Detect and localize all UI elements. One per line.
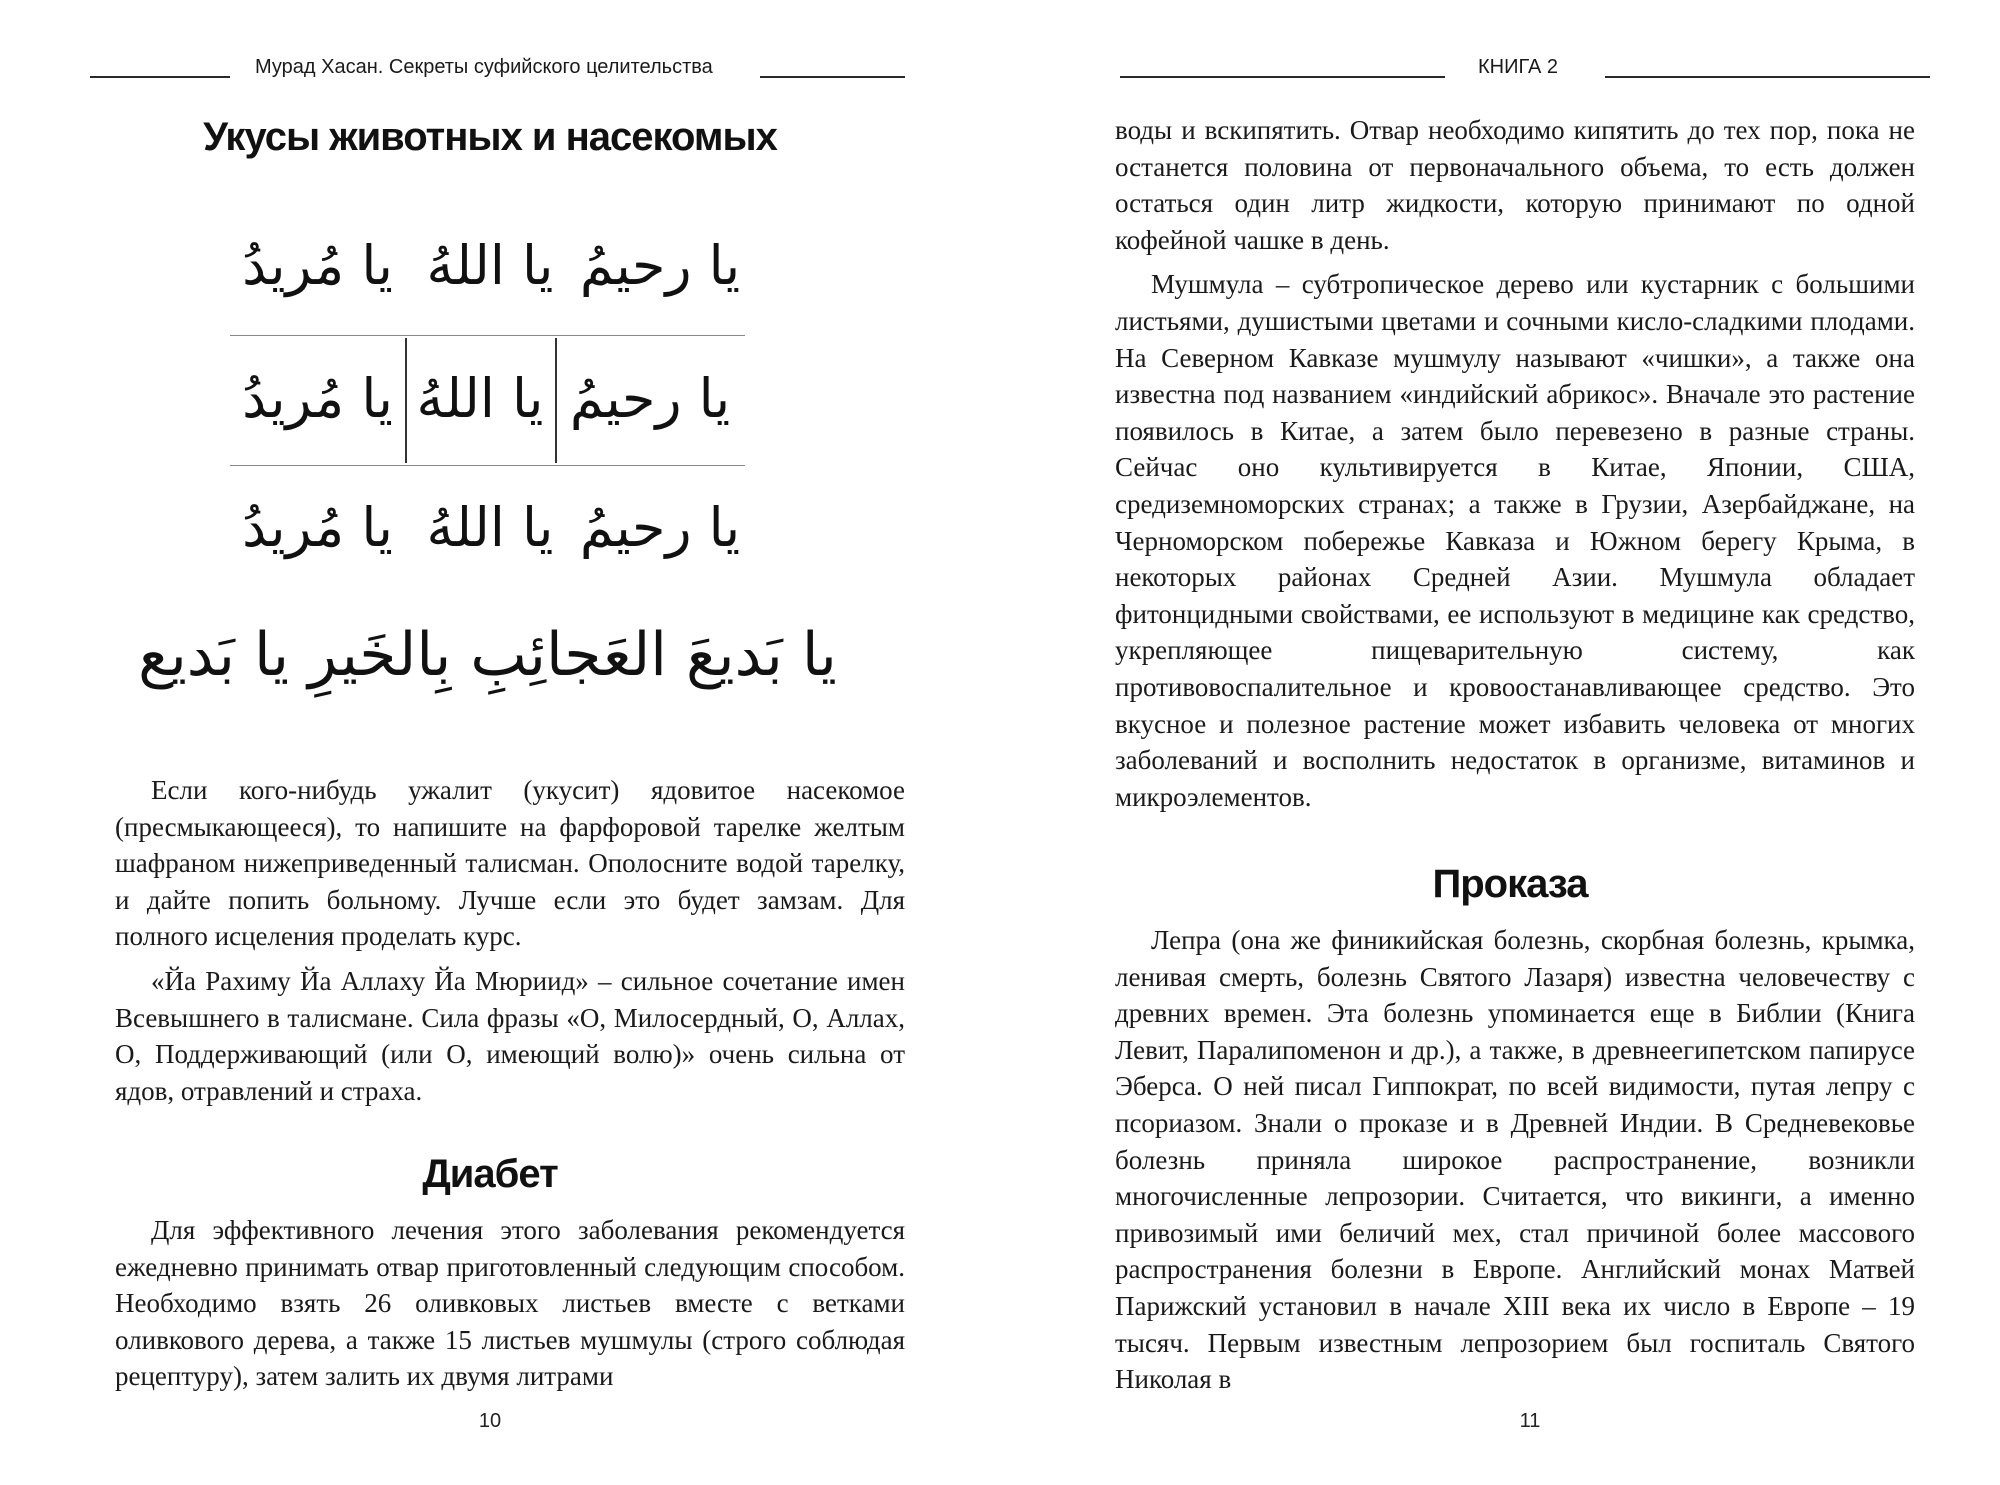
heading-animal-bites: Укусы животных и насекомых [203,115,777,159]
running-head-title: Мурад Хасан. Секреты суфийского целительства [255,56,713,78]
paragraph-continued: воды и вскипятить. Отвар необходимо кипятить до тех пор, пока не останется половина от первоначального объема, то есть должен остаться один литр жидкости, которую принимают по одной кофейной чашке в день. [1115,115,1915,255]
running-head-left [0,56,1000,92]
heading-diabetes: Диабет [422,1152,558,1196]
body-text-diabetes [115,1212,905,1395]
running-head-right [1000,56,2000,92]
talisman-grid [138,205,837,715]
running-head-book: КНИГА 2 [1478,56,1558,78]
talisman-cell: يا مُريدُ [242,366,393,430]
talisman-cell: يا اللهُ [416,366,544,430]
talisman-row [230,338,745,458]
talisman-cell: يا رحيمُ [569,366,731,430]
paragraph: Мушмула – субтропическое дерево или кустарник с большими листьями, душистыми цветами и сочными кисло-сладкими плодами. На Северном Кавказе мушмулу называют «чишки», а также она известна под названием «индийский абрикос». Вначале это растение появилось в Китае, а затем было перевезено в разные страны. Сейчас оно культивируется в Китае, Японии, США, средиземноморских странах; а также в Грузии, Азербайджане, на Черноморском побережье Кавказа и Южном берегу Крыма, в некоторых районах Средней Азии. Мушмула обладает фитонцидными свойствами, ее используют в медицине как средство, укрепляющее пищеварительную систему, как противовоспалительное и кровоостанавливающее средство. Это вкусное и полезное растение может избавить человека от многих заболеваний и восполнить недостаток в организме, витаминов и микроэлементов. [1115,269,1915,812]
talisman-cell: يا مُريدُ [242,495,393,559]
running-head-rule-right-a [1120,76,1445,78]
talisman-cell: يا اللهُ [426,233,554,297]
body-text-leprosy [1115,922,1915,1398]
talisman-cell: يا رحيمُ [579,495,741,559]
talisman-divider [230,465,745,466]
talisman-row [230,205,745,325]
body-text-medlar [1115,112,1915,815]
talisman-cell: يا رحيمُ [579,233,741,297]
paragraph: Лепра (она же финикийская болезнь, скорбная болезнь, крымка, ленивая смерть, болезнь Святого Лазаря) известна человечеству с древних времен. Эта болезнь упоминается еще в Библии (Книга Левит, Паралипоменон и др.), а также, в древнеегипетском папирусе Эберса. О ней писал Гиппократ, по всей видимости, путая лепру с псориазом. Знали о проказе и в Древней Индии. В Средневековье болезнь приняла широкое распространение, возникли многочисленные лепрозории. Считается, что викинги, а именно привозимый ими беличий мех, стал причиной более массового распространения болезни в Европе. Английский монах Матвей Парижский установил в начале XIII века их число в Европе – 19 тысяч. Первым известным лепрозорием был госпиталь Святого Николая в [1115,925,1915,1395]
running-head-rule-right-b [1605,76,1930,78]
running-head-rule-left-b [760,76,905,78]
talisman-cell: يا اللهُ [426,495,554,559]
talisman-divider [405,338,407,463]
paragraph: Для эффективного лечения этого заболевания рекомендуется ежедневно принимать отвар приготовленный следующим способом. Необходимо взять 26 оливковых листьев вместе с ветками оливкового дерева, а также 15 листьев мушмулы (строго соблюдая рецептуру), затем залить их двумя литрами [115,1215,905,1392]
running-head-rule-left-a [90,76,230,78]
talisman-cell: يا مُريدُ [242,233,393,297]
paragraph: «Йа Рахиму Йа Аллаху Йа Мюриид» – сильное сочетание имен Всевышнего в талисмане. Сила фразы «О, Милосердный, О, Аллах, О, Поддерживающий (или О, имеющий волю)» очень сильна от ядов, отравлений и страха. [115,965,905,1106]
page-number-left: 10 [478,1410,502,1432]
right-page [1000,0,2000,1485]
paragraph: Если кого-нибудь ужалит (укусит) ядовитое насекомое (пресмыкающееся), то напишите на фарфоровой тарелке желтым шафраном нижеприведенный талисман. Ополосните водой тарелку, и дайте попить больному. Лучше если это будет замзам. Для полного исцеления проделать курс. [115,775,905,952]
talisman-closing-line: يا بَديعَ العَجائِبِ بِالخَيرِ يا بَديع [138,620,837,690]
body-text-bites [115,772,905,1109]
talisman-row [230,467,745,587]
talisman-divider [555,338,557,463]
talisman-divider [230,335,745,336]
heading-leprosy: Проказа [1432,862,1588,906]
page-number-right: 11 [1519,1410,1541,1432]
